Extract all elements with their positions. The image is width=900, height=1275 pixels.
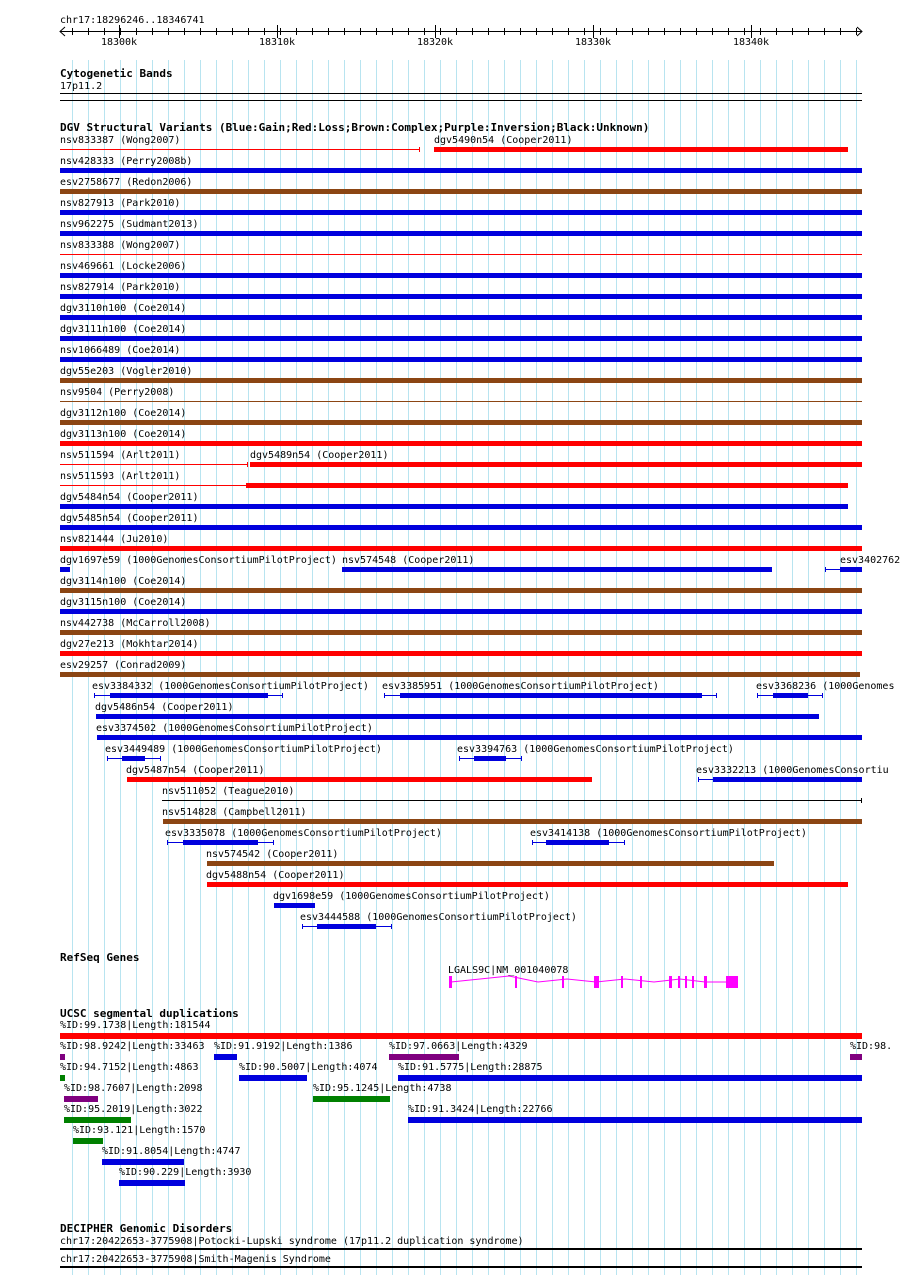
dgv-variant-label[interactable]: dgv3111n100 (Coe2014) — [60, 324, 187, 335]
dgv-variant-bar[interactable] — [60, 315, 862, 320]
dgv-variant-bar[interactable] — [122, 756, 145, 761]
dgv-variant-label[interactable]: nsv827913 (Park2010) — [60, 198, 181, 209]
dgv-variant-bar[interactable] — [60, 525, 862, 530]
feature-whisker-cap[interactable] — [757, 693, 758, 698]
dgv-variant-label[interactable]: dgv5485n54 (Cooper2011) — [60, 513, 199, 524]
feature-whisker-cap[interactable] — [273, 840, 274, 845]
dgv-variant-bar[interactable] — [60, 672, 860, 677]
dgv-variant-label[interactable]: esv3384332 (1000GenomesConsortiumPilotProject) — [92, 681, 369, 692]
segdup-bar[interactable] — [73, 1138, 103, 1144]
dgv-variant-line[interactable] — [60, 464, 248, 465]
ruler-tick-label: 18330k — [574, 37, 612, 48]
gene-exon[interactable] — [640, 976, 642, 988]
dgv-variant-bar[interactable] — [60, 168, 862, 173]
dgv-variant-bar[interactable] — [713, 777, 862, 782]
dgv-variant-line[interactable] — [60, 149, 420, 150]
gene-exon[interactable] — [515, 976, 517, 988]
dgv-variant-bar[interactable] — [546, 840, 609, 845]
dgv-variant-label[interactable]: dgv5488n54 (Cooper2011) — [206, 870, 345, 881]
dgv-variant-label[interactable]: nsv574542 (Cooper2011) — [206, 849, 339, 860]
segdup-label[interactable]: %ID:90.5007|Length:4074 — [239, 1062, 378, 1073]
segdup-label[interactable]: %ID:91.5775|Length:28875 — [398, 1062, 543, 1073]
dgv-variant-bar[interactable] — [773, 693, 808, 698]
dgv-variant-label[interactable]: nsv574548 (Cooper2011) — [342, 555, 475, 566]
gene-exon[interactable] — [594, 976, 599, 988]
dgv-variant-bar[interactable] — [60, 609, 862, 614]
dgv-variant-label[interactable]: dgv5484n54 (Cooper2011) — [60, 492, 199, 503]
dgv-variant-label[interactable]: dgv55e203 (Vogler2010) — [60, 366, 193, 377]
dgv-variant-bar[interactable] — [207, 882, 848, 887]
ruler-tick-label: 18310k — [258, 37, 296, 48]
segdup-label[interactable]: %ID:98. — [850, 1041, 893, 1052]
dgv-variant-bar[interactable] — [96, 714, 819, 719]
dgv-variant-label[interactable]: dgv1698e59 (1000GenomesConsortiumPilotProject) — [273, 891, 550, 902]
dgv-variant-label[interactable]: dgv5489n54 (Cooper2011) — [250, 450, 389, 461]
segdup-label[interactable]: %ID:95.1245|Length:4738 — [313, 1083, 452, 1094]
segdup-bar[interactable] — [850, 1054, 862, 1060]
segdup-label[interactable]: %ID:91.8054|Length:4747 — [102, 1146, 241, 1157]
dgv-variant-line[interactable] — [60, 485, 248, 486]
gene-label[interactable]: LGALS9C|NM_001040078 — [448, 965, 569, 976]
cytoband-label: 17p11.2 — [60, 81, 103, 92]
gene-model-lgals9c[interactable] — [0, 973, 890, 993]
dgv-variant-bar[interactable] — [60, 504, 848, 509]
decipher-item-label[interactable]: chr17:20422653-3775908|Smith-Magenis Syndrome — [60, 1254, 331, 1265]
dgv-variant-bar[interactable] — [60, 588, 862, 593]
decipher-feature-bar[interactable] — [60, 1248, 862, 1250]
dgv-variant-bar[interactable] — [274, 903, 315, 908]
feature-whisker-cap[interactable] — [521, 756, 522, 761]
ruler-scale[interactable] — [0, 0, 890, 60]
gene-exon[interactable] — [726, 976, 738, 988]
dgv-variant-label[interactable]: nsv514828 (Campbell2011) — [162, 807, 307, 818]
segdup-bar[interactable] — [398, 1075, 862, 1081]
decipher-track-title[interactable]: DECIPHER Genomic Disorders — [60, 1222, 233, 1235]
dgv-variant-bar[interactable] — [474, 756, 506, 761]
feature-whisker-cap[interactable] — [624, 840, 625, 845]
dgv-variant-bar[interactable] — [246, 483, 848, 488]
segdup-bar[interactable] — [239, 1075, 307, 1081]
feature-whisker-cap[interactable] — [302, 924, 303, 929]
feature-whisker-cap[interactable] — [94, 693, 95, 698]
segdup-label[interactable]: %ID:98.7607|Length:2098 — [64, 1083, 203, 1094]
dgv-variant-bar[interactable] — [400, 693, 702, 698]
dgv-variant-bar[interactable] — [840, 567, 862, 572]
dgv-variant-bar[interactable] — [127, 777, 592, 782]
ruler-tick-label: 18300k — [100, 37, 138, 48]
segdup-label[interactable]: %ID:90.229|Length:3930 — [119, 1167, 252, 1178]
dgv-variant-bar[interactable] — [60, 441, 862, 446]
dgv-variant-label[interactable]: nsv511594 (Arlt2011) — [60, 450, 181, 461]
dgv-variant-label[interactable]: nsv821444 (Ju2010) — [60, 534, 169, 545]
feature-whisker-cap[interactable] — [825, 567, 826, 572]
dgv-variant-bar[interactable] — [250, 462, 862, 467]
dgv-variant-bar[interactable] — [60, 231, 862, 236]
dgv-variant-label[interactable]: dgv27e213 (Mokhtar2014) — [60, 639, 199, 650]
dgv-variant-label[interactable]: dgv3113n100 (Coe2014) — [60, 429, 187, 440]
segdup-label[interactable]: %ID:91.3424|Length:22766 — [408, 1104, 553, 1115]
segdup-label[interactable]: %ID:99.1738|Length:181544 — [60, 1020, 211, 1031]
feature-whisker-cap[interactable] — [107, 756, 108, 761]
dgv-variant-bar[interactable] — [183, 840, 258, 845]
segdup-bar[interactable] — [64, 1117, 131, 1123]
dgv-variant-label[interactable]: nsv833387 (Wong2007) — [60, 135, 181, 146]
segdup-bar[interactable] — [60, 1033, 862, 1039]
ruler-tick-label: 18340k — [732, 37, 770, 48]
dgv-variant-bar[interactable] — [60, 630, 862, 635]
dgv-variant-cap[interactable] — [861, 798, 862, 803]
feature-whisker-cap[interactable] — [167, 840, 168, 845]
feature-whisker-cap[interactable] — [384, 693, 385, 698]
segdup-bar[interactable] — [214, 1054, 237, 1060]
dgv-variant-label[interactable]: esv3374502 (1000GenomesConsortiumPilotProject) — [96, 723, 373, 734]
dgv-variant-bar[interactable] — [60, 357, 862, 362]
dgv-variant-label[interactable]: nsv9504 (Perry2008) — [60, 387, 175, 398]
dgv-variant-label[interactable]: dgv5486n54 (Cooper2011) — [95, 702, 234, 713]
gene-exon[interactable] — [704, 976, 707, 988]
gene-exon[interactable] — [669, 976, 672, 988]
segdup-label[interactable]: %ID:91.9192|Length:1386 — [214, 1041, 353, 1052]
dgv-track-title[interactable]: DGV Structural Variants (Blue:Gain;Red:Loss;Brown:Complex;Purple:Inversion;Black:Unknown) — [60, 121, 650, 134]
segdup-bar[interactable] — [313, 1096, 390, 1102]
dgv-variant-cap[interactable] — [247, 462, 248, 467]
dgv-variant-bar[interactable] — [60, 651, 862, 656]
feature-whisker-cap[interactable] — [716, 693, 717, 698]
feature-whisker-cap[interactable] — [822, 693, 823, 698]
segdup-bar[interactable] — [389, 1054, 459, 1060]
segdup-bar[interactable] — [102, 1159, 184, 1165]
dgv-variant-line[interactable] — [162, 800, 862, 801]
cytoband-band-top — [60, 93, 862, 94]
dgv-variant-label[interactable]: esv3335078 (1000GenomesConsortiumPilotProject) — [165, 828, 442, 839]
dgv-variant-label[interactable]: dgv5490n54 (Cooper2011) — [434, 135, 573, 146]
gene-exon[interactable] — [678, 976, 680, 988]
segdup-bar[interactable] — [408, 1117, 862, 1123]
dgv-variant-bar[interactable] — [97, 735, 862, 740]
feature-whisker-cap[interactable] — [282, 693, 283, 698]
feature-whisker-cap[interactable] — [698, 777, 699, 782]
dgv-variant-bar[interactable] — [60, 420, 862, 425]
dgv-variant-label[interactable]: nsv1066489 (Coe2014) — [60, 345, 181, 356]
cytoband-track-title[interactable]: Cytogenetic Bands — [60, 67, 173, 80]
dgv-variant-bar[interactable] — [60, 210, 862, 215]
dgv-variant-label[interactable]: nsv962275 (Sudmant2013) — [60, 219, 199, 230]
gene-exon[interactable] — [562, 976, 564, 988]
feature-whisker-cap[interactable] — [160, 756, 161, 761]
dgv-variant-label[interactable]: nsv827914 (Park2010) — [60, 282, 181, 293]
dgv-variant-label[interactable]: esv3332213 (1000GenomesConsortiu — [696, 765, 889, 776]
segdup-bar[interactable] — [64, 1096, 98, 1102]
dgv-variant-label[interactable]: nsv469661 (Locke2006) — [60, 261, 187, 272]
dgv-variant-label[interactable]: dgv3115n100 (Coe2014) — [60, 597, 187, 608]
segdup-label[interactable]: %ID:97.0663|Length:4329 — [389, 1041, 528, 1052]
dgv-variant-cap[interactable] — [419, 147, 420, 152]
dgv-variant-line[interactable] — [60, 401, 862, 402]
dgv-variant-label[interactable]: nsv833388 (Wong2007) — [60, 240, 181, 251]
dgv-variant-label[interactable]: esv3444588 (1000GenomesConsortiumPilotProject) — [300, 912, 577, 923]
cytoband-band-bottom — [60, 100, 862, 101]
dgv-variant-bar[interactable] — [60, 546, 862, 551]
segdup-bar[interactable] — [119, 1180, 185, 1186]
dgv-variant-label[interactable]: esv3394763 (1000GenomesConsortiumPilotProject) — [457, 744, 734, 755]
segdup-track-title[interactable]: UCSC segmental duplications — [60, 1007, 239, 1020]
position-label: chr17:18296246..18346741 — [60, 15, 205, 26]
refseq-track-title[interactable]: RefSeq Genes — [60, 951, 140, 964]
dgv-variant-label[interactable]: dgv3110n100 (Coe2014) — [60, 303, 187, 314]
dgv-variant-label[interactable]: dgv3114n100 (Coe2014) — [60, 576, 187, 587]
dgv-variant-label[interactable]: nsv511052 (Teague2010) — [162, 786, 295, 797]
gene-exon[interactable] — [449, 976, 452, 988]
dgv-variant-label[interactable]: nsv428333 (Perry2008b) — [60, 156, 193, 167]
dgv-variant-bar[interactable] — [60, 378, 862, 383]
decipher-feature-bar[interactable] — [60, 1266, 862, 1268]
dgv-variant-line[interactable] — [60, 254, 862, 255]
feature-whisker-cap[interactable] — [532, 840, 533, 845]
segdup-label[interactable]: %ID:94.7152|Length:4863 — [60, 1062, 199, 1073]
dgv-variant-bar[interactable] — [342, 567, 772, 572]
dgv-variant-label[interactable]: esv3402762 — [840, 555, 900, 566]
dgv-variant-label[interactable]: nsv442738 (McCarroll2008) — [60, 618, 211, 629]
gene-exon[interactable] — [692, 976, 694, 988]
dgv-variant-bar[interactable] — [60, 294, 862, 299]
ruler-tick-label: 18320k — [416, 37, 454, 48]
dgv-variant-bar[interactable] — [60, 567, 70, 572]
dgv-variant-bar[interactable] — [434, 147, 848, 152]
dgv-variant-bar[interactable] — [60, 189, 862, 194]
dgv-variant-bar[interactable] — [207, 861, 774, 866]
dgv-variant-label[interactable]: esv3368236 (1000Genomes — [756, 681, 895, 692]
gene-exon[interactable] — [621, 976, 623, 988]
segdup-label[interactable]: %ID:93.121|Length:1570 — [73, 1125, 206, 1136]
dgv-variant-label[interactable]: dgv1697e59 (1000GenomesConsortiumPilotProject) — [60, 555, 337, 566]
dgv-variant-label[interactable]: esv2758677 (Redon2006) — [60, 177, 193, 188]
dgv-variant-label[interactable]: esv3414138 (1000GenomesConsortiumPilotProject) — [530, 828, 807, 839]
decipher-item-label[interactable]: chr17:20422653-3775908|Potocki-Lupski syndrome (17p11.2 duplication syndrome) — [60, 1236, 524, 1247]
segdup-label[interactable]: %ID:98.9242|Length:33463 — [60, 1041, 205, 1052]
dgv-variant-label[interactable]: dgv5487n54 (Cooper2011) — [126, 765, 265, 776]
dgv-variant-bar[interactable] — [60, 273, 862, 278]
feature-whisker-cap[interactable] — [391, 924, 392, 929]
segdup-bar[interactable] — [60, 1075, 65, 1081]
dgv-variant-bar[interactable] — [317, 924, 376, 929]
dgv-variant-bar[interactable] — [110, 693, 268, 698]
gene-exon[interactable] — [685, 976, 687, 988]
dgv-variant-label[interactable]: nsv511593 (Arlt2011) — [60, 471, 181, 482]
feature-whisker-cap[interactable] — [459, 756, 460, 761]
dgv-variant-bar[interactable] — [60, 336, 862, 341]
dgv-variant-label[interactable]: esv3385951 (1000GenomesConsortiumPilotProject) — [382, 681, 659, 692]
segdup-bar[interactable] — [60, 1054, 65, 1060]
dgv-variant-bar[interactable] — [163, 819, 862, 824]
dgv-variant-label[interactable]: dgv3112n100 (Coe2014) — [60, 408, 187, 419]
dgv-variant-label[interactable]: esv3449489 (1000GenomesConsortiumPilotProject) — [105, 744, 382, 755]
segdup-label[interactable]: %ID:95.2019|Length:3022 — [64, 1104, 203, 1115]
dgv-variant-label[interactable]: esv29257 (Conrad2009) — [60, 660, 187, 671]
